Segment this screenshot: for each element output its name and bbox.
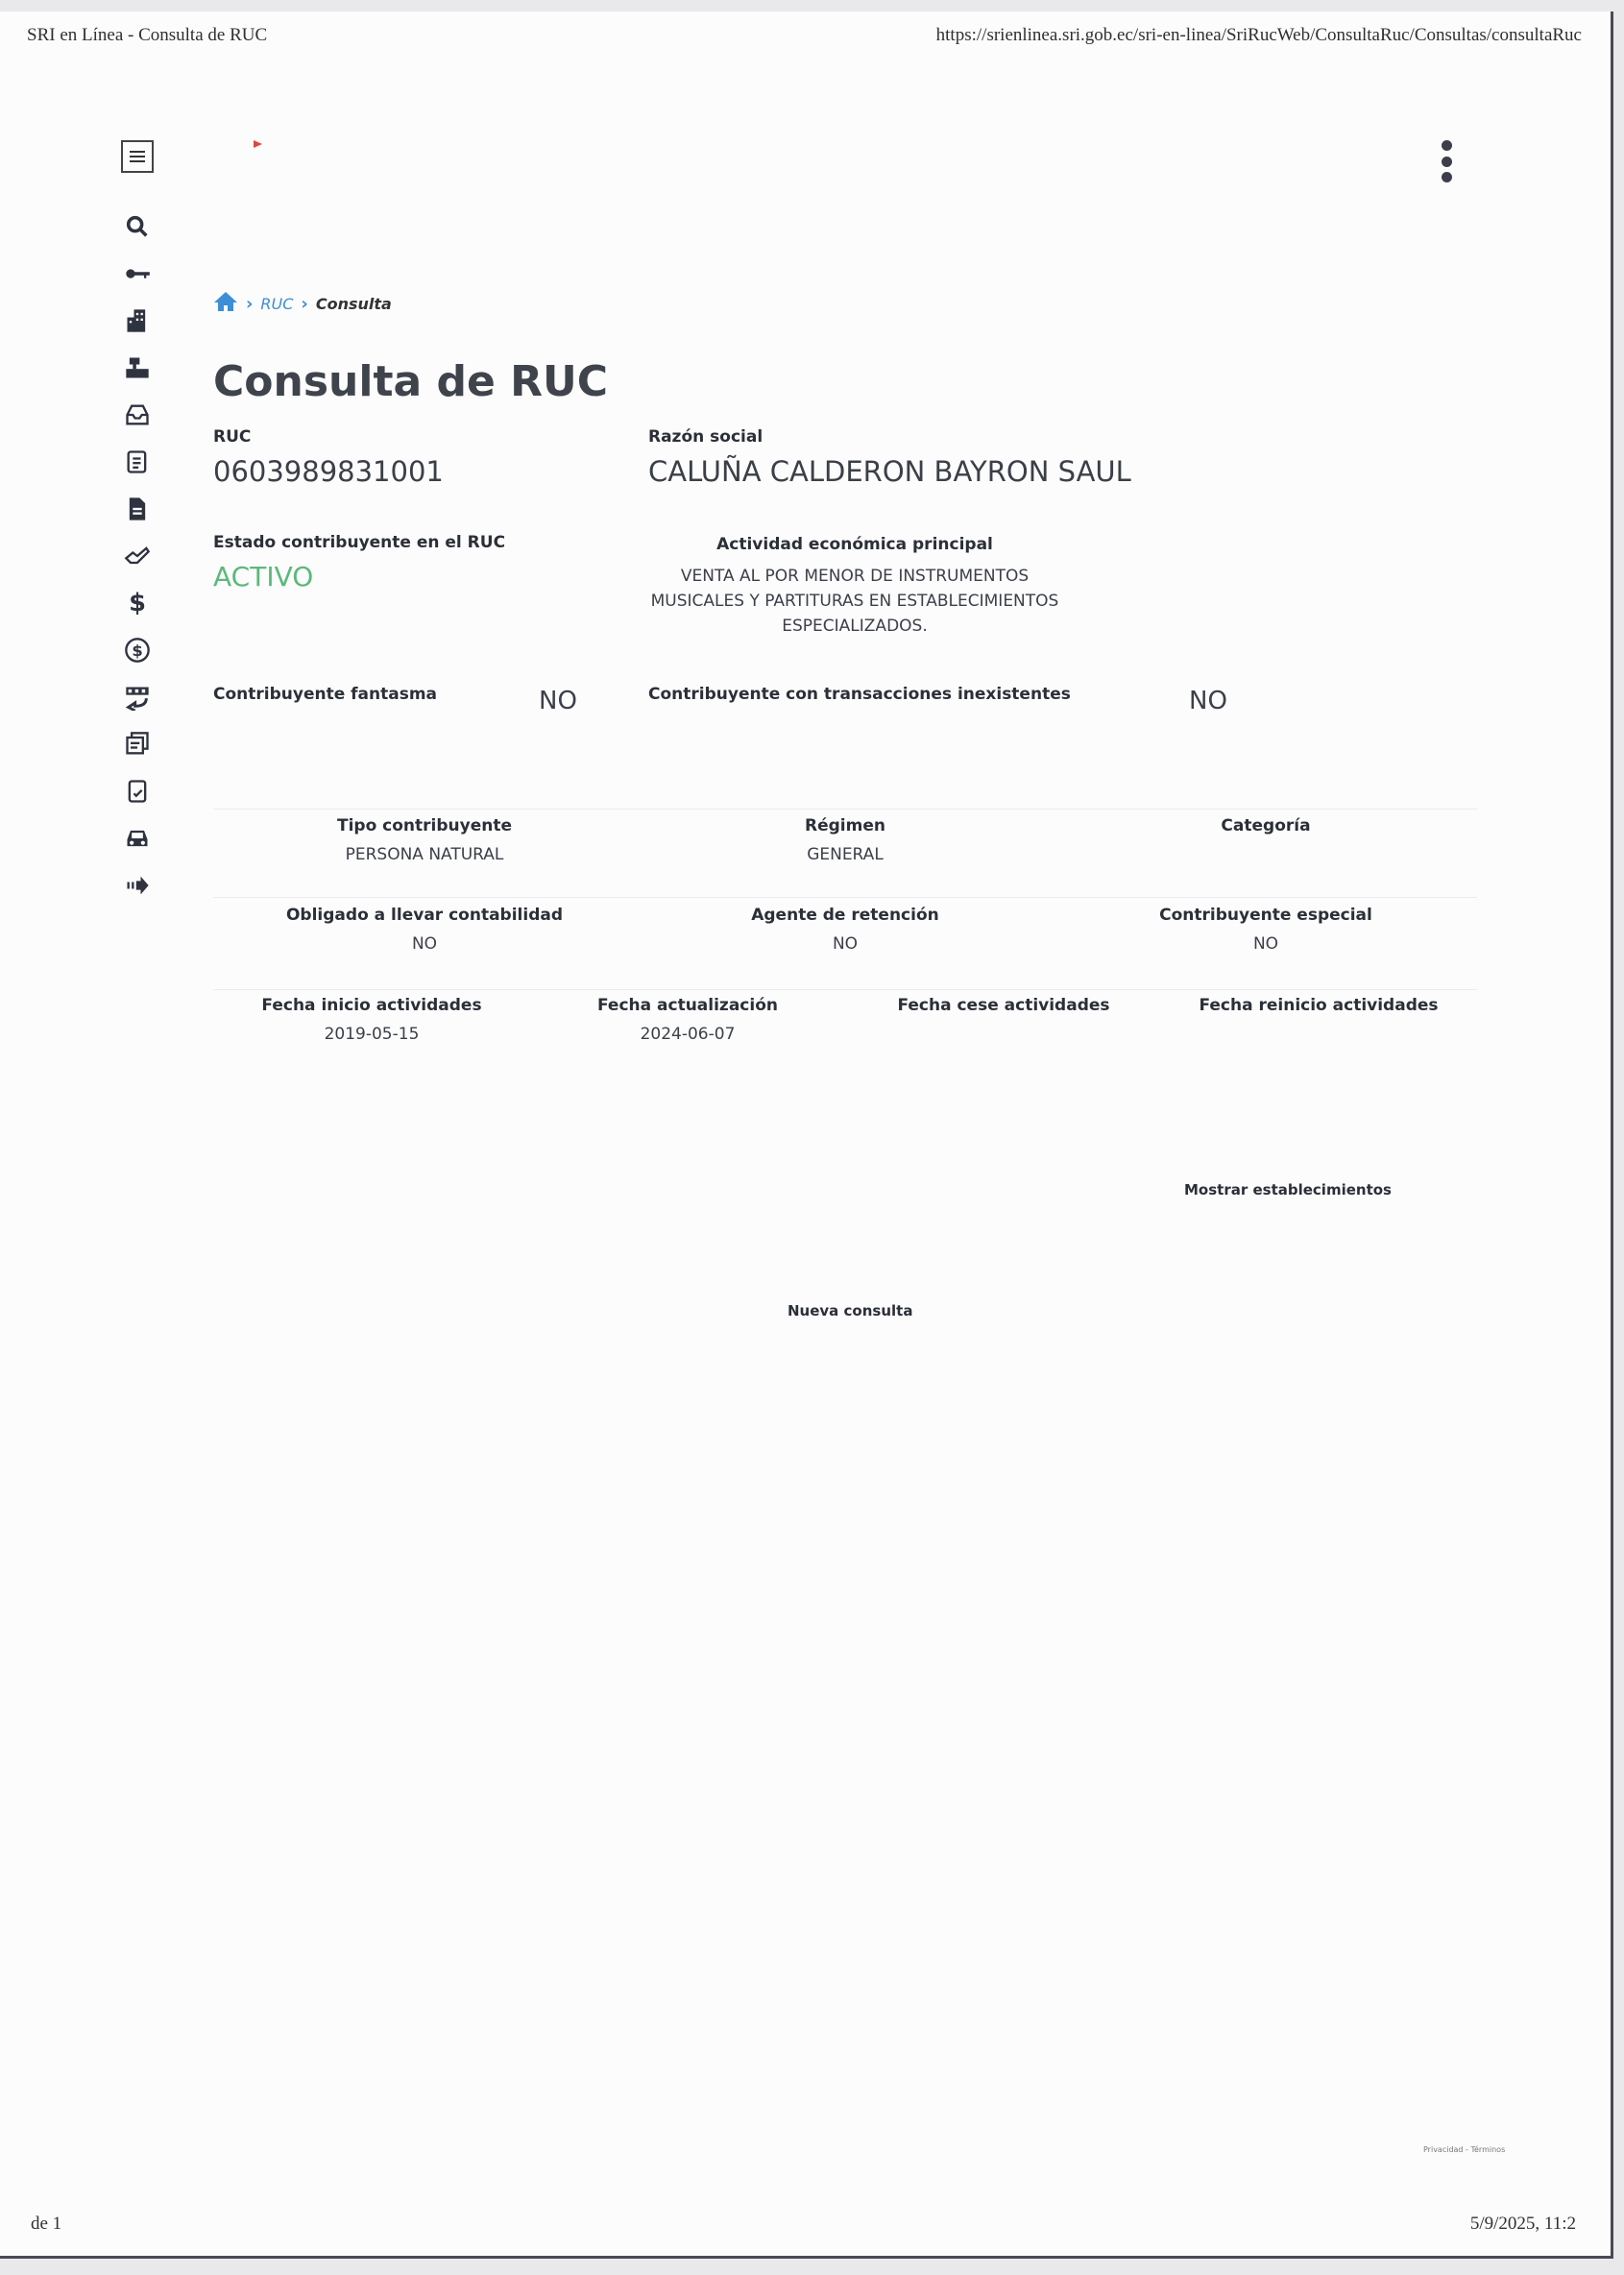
fecha-reinicio-label: Fecha reinicio actividades: [1199, 996, 1439, 1015]
fecha-cese-label: Fecha cese actividades: [897, 996, 1110, 1015]
printed-page: [0, 12, 1613, 2259]
ruc-value: 0603989831001: [213, 455, 444, 488]
fecha-actualizacion-cell: [529, 996, 846, 1044]
regimen-label: Régimen: [805, 816, 885, 835]
search-icon[interactable]: [113, 204, 161, 250]
print-footer-page: de 1: [31, 2214, 62, 2234]
razon-social-label: Razón social: [648, 427, 764, 447]
nueva-consulta-button[interactable]: Nueva consulta: [788, 1302, 913, 1319]
print-header-title: SRI en Línea - Consulta de RUC: [27, 25, 268, 45]
fecha-actualizacion-label: Fecha actualización: [597, 996, 778, 1015]
breadcrumb: [213, 290, 392, 317]
print-header-url: https://srienlinea.sri.gob.ec/sri-en-linea/SriRucWeb/ConsultaRuc/Consultas/consultaRuc: [935, 25, 1582, 45]
actividad-value: VENTA AL POR MENOR DE INSTRUMENTOS MUSICALES Y PARTITURAS EN ESTABLECIMIENTOS ESPECIALIZADOS.: [650, 567, 1059, 636]
breadcrumb-current: Consulta: [315, 294, 392, 313]
fantasma-value: NO: [539, 687, 577, 715]
page-title: Consulta de RUC: [213, 357, 609, 406]
regimen-cell: [634, 816, 1056, 864]
especial-cell: [1054, 906, 1477, 954]
kebab-dot-icon: [1442, 140, 1452, 151]
ruc-label: RUC: [213, 427, 252, 447]
estado-label: Estado contribuyente en el RUC: [213, 533, 506, 552]
actividad-label: Actividad económica principal: [716, 535, 993, 554]
divider: [213, 989, 1477, 990]
document-icon[interactable]: [113, 486, 161, 532]
kebab-dot-icon: [1442, 172, 1452, 182]
handshake-icon[interactable]: [113, 533, 161, 579]
fecha-inicio-label: Fecha inicio actividades: [261, 996, 482, 1015]
chevron-right-icon: ›: [246, 293, 254, 314]
regimen-value: GENERAL: [807, 845, 884, 864]
kebab-dot-icon: [1442, 157, 1452, 167]
dollar-circle-icon[interactable]: [113, 627, 161, 673]
chevron-right-icon: ›: [301, 293, 308, 314]
key-icon[interactable]: [113, 251, 161, 297]
svg-text:$: $: [132, 641, 143, 660]
especial-value: NO: [1252, 934, 1279, 954]
arrow-right-icon[interactable]: [113, 862, 161, 908]
breadcrumb-ruc-link[interactable]: RUC: [260, 294, 294, 313]
exchange-icon[interactable]: [113, 674, 161, 720]
dollar-icon[interactable]: [113, 580, 161, 626]
svg-text:$: $: [129, 590, 146, 617]
cash-register-icon[interactable]: [113, 345, 161, 391]
divider: [213, 897, 1477, 898]
menu-icon: [130, 150, 145, 163]
fantasma-label: Contribuyente fantasma: [213, 685, 438, 704]
transacciones-value: NO: [1189, 687, 1227, 715]
divider: [213, 809, 1477, 810]
tipo-label: Tipo contribuyente: [336, 816, 513, 835]
transacciones-label: Contribuyente con transacciones inexistentes: [648, 685, 1071, 704]
agente-label: Agente de retención: [751, 906, 939, 925]
tipo-cell: [213, 816, 636, 864]
estado-value: ACTIVO: [213, 561, 314, 593]
agente-cell: [634, 906, 1056, 954]
document-list-icon[interactable]: [113, 439, 161, 485]
agente-value: NO: [832, 934, 859, 954]
tipo-value: PERSONA NATURAL: [345, 845, 504, 864]
especial-label: Contribuyente especial: [1159, 906, 1372, 925]
fecha-inicio-value: 2019-05-15: [324, 1025, 420, 1044]
categoria-label: Categoría: [1221, 816, 1311, 835]
fecha-cese-cell: [845, 996, 1162, 1025]
logo-marker-icon: [254, 140, 262, 148]
sidebar-nav: [113, 204, 161, 909]
fecha-inicio-cell: [213, 996, 530, 1044]
car-icon[interactable]: [113, 815, 161, 861]
obligado-cell: [213, 906, 636, 954]
obligado-label: Obligado a llevar contabilidad: [285, 906, 564, 925]
file-check-icon[interactable]: [113, 768, 161, 814]
mostrar-establecimientos-button[interactable]: Mostrar establecimientos: [1184, 1181, 1392, 1198]
razon-social-value: CALUÑA CALDERON BAYRON SAUL: [648, 455, 1131, 488]
certificate-icon[interactable]: [113, 721, 161, 767]
fecha-reinicio-cell: [1160, 996, 1477, 1025]
fecha-actualizacion-value: 2024-06-07: [640, 1025, 736, 1044]
building-icon[interactable]: [113, 298, 161, 344]
home-icon[interactable]: [213, 290, 238, 317]
print-footer-date: 5/9/2025, 11:2: [1469, 2214, 1576, 2234]
more-options-button[interactable]: [1437, 140, 1456, 182]
inbox-icon[interactable]: [113, 392, 161, 438]
categoria-cell: [1054, 816, 1477, 845]
footer-links[interactable]: Privacidad - Términos: [1423, 2145, 1506, 2154]
hamburger-menu-button[interactable]: [121, 140, 154, 173]
obligado-value: NO: [411, 934, 438, 954]
